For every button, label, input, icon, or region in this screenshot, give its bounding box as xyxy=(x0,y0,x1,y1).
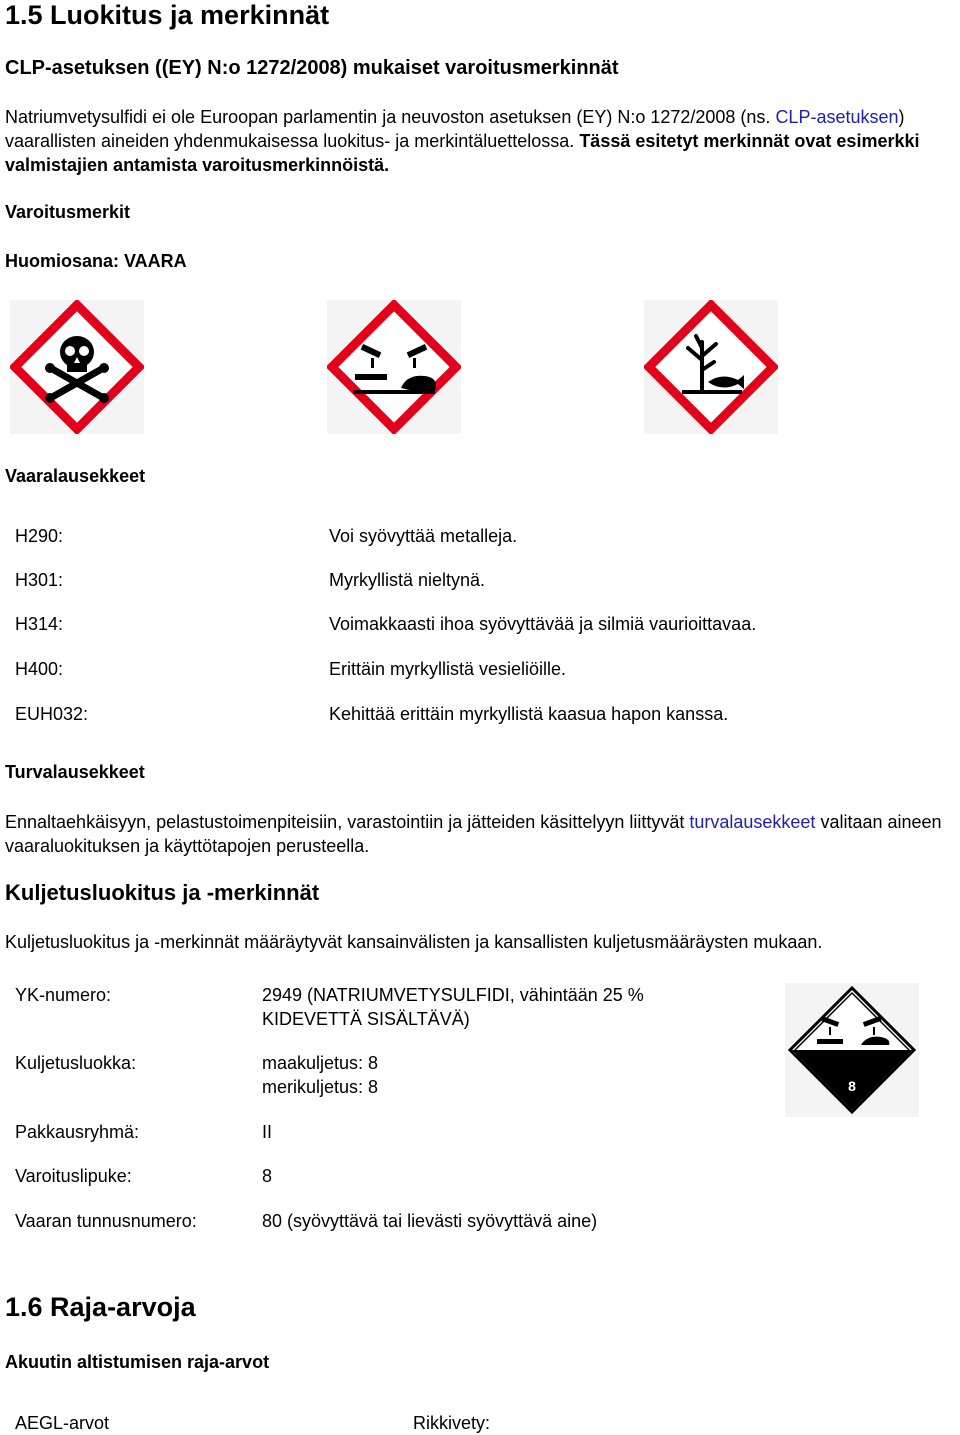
hydrogen-sulfide-label: Rikkivety: xyxy=(413,1413,491,1433)
hazard-code: EUH032: xyxy=(15,704,89,724)
transport-value: KIDEVETTÄ SISÄLTÄVÄ) xyxy=(262,1009,470,1029)
hazard-code: H301: xyxy=(15,570,64,590)
transport-value: II xyxy=(262,1122,273,1142)
transport-value: 80 (syövyttävä tai lievästi syövyttävä aine) xyxy=(262,1211,598,1231)
corrosion-icon xyxy=(327,300,461,434)
hazard-code: H290: xyxy=(15,526,64,546)
transport-value: 8 xyxy=(262,1166,273,1186)
safety-paragraph: Ennaltaehkäisyyn, pelastustoimenpiteisiin, varastointiin ja jätteiden käsittelyyn liittyvät turvalausekkeet valitaan aineen vaaraluokituksen ja käyttötapojen perusteella. xyxy=(5,812,942,856)
transport-label: Varoituslipuke: xyxy=(15,1166,132,1186)
transport-heading: Kuljetusluokitus ja -merkinnät xyxy=(5,880,320,905)
warnings-label: Varoitusmerkit xyxy=(5,202,131,222)
environment-icon xyxy=(644,300,778,434)
transport-label: Kuljetusluokka: xyxy=(15,1053,137,1073)
hazard-text: Erittäin myrkyllistä vesieliöille. xyxy=(329,659,567,679)
hazard-text: Voi syövyttää metalleja. xyxy=(329,526,518,546)
transport-value: 2949 (NATRIUMVETYSULFIDI, vähintään 25 % xyxy=(262,985,644,1005)
transport-label: Vaaran tunnusnumero: xyxy=(15,1211,197,1231)
clp-heading: CLP-asetuksen ((EY) N:o 1272/2008) mukaiset varoitusmerkinnät xyxy=(5,57,619,79)
adr-class8-corrosive-icon xyxy=(785,983,919,1117)
adr-class-number: 8 xyxy=(848,1078,856,1094)
transport-value: merikuljetus: 8 xyxy=(262,1077,379,1097)
hazard-text: Voimakkaasti ihoa syövyttävää ja silmiä vaurioittavaa. xyxy=(329,614,757,634)
clp-link[interactable]: CLP-asetuksen xyxy=(775,107,899,127)
hazard-text: Kehittää erittäin myrkyllistä kaasua hapon kanssa. xyxy=(329,704,729,724)
hazard-code: H314: xyxy=(15,614,64,634)
hazard-code: H400: xyxy=(15,659,64,679)
clp-paragraph: Natriumvetysulfidi ei ole Euroopan parlamentin ja neuvoston asetuksen (EY) N:o 1272/2008 (ns. CLP-asetuksen) vaarallisten aineiden yhdenmukaisessa luokitus- ja merkintäluettelossa. Tässä esitetyt merkinnät ovat esimerkki valmistajien antamista varoitusmerkinnöistä. xyxy=(5,107,920,175)
limits-subtitle: Akuutin altistumisen raja-arvot xyxy=(5,1352,270,1372)
transport-value: maakuljetus: 8 xyxy=(262,1053,379,1073)
signal-word: Huomiosana: VAARA xyxy=(5,251,187,271)
skull-crossbones-icon xyxy=(10,300,144,434)
safety-label: Turvalausekkeet xyxy=(5,762,145,782)
section-title-1-5: 1.5 Luokitus ja merkinnät xyxy=(5,0,330,30)
hazard-text: Myrkyllistä nieltynä. xyxy=(329,570,486,590)
safety-statements-link[interactable]: turvalausekkeet xyxy=(689,812,816,832)
transport-paragraph: Kuljetusluokitus ja -merkinnät määräytyvät kansainvälisten ja kansallisten kuljetusmääräysten mukaan. xyxy=(5,932,823,952)
section-title-1-6: 1.6 Raja-arvoja xyxy=(5,1292,196,1322)
transport-label: YK-numero: xyxy=(15,985,112,1005)
aegl-label: AEGL-arvot xyxy=(15,1413,110,1433)
hazard-label: Vaaralausekkeet xyxy=(5,466,146,486)
transport-label: Pakkausryhmä: xyxy=(15,1122,140,1142)
